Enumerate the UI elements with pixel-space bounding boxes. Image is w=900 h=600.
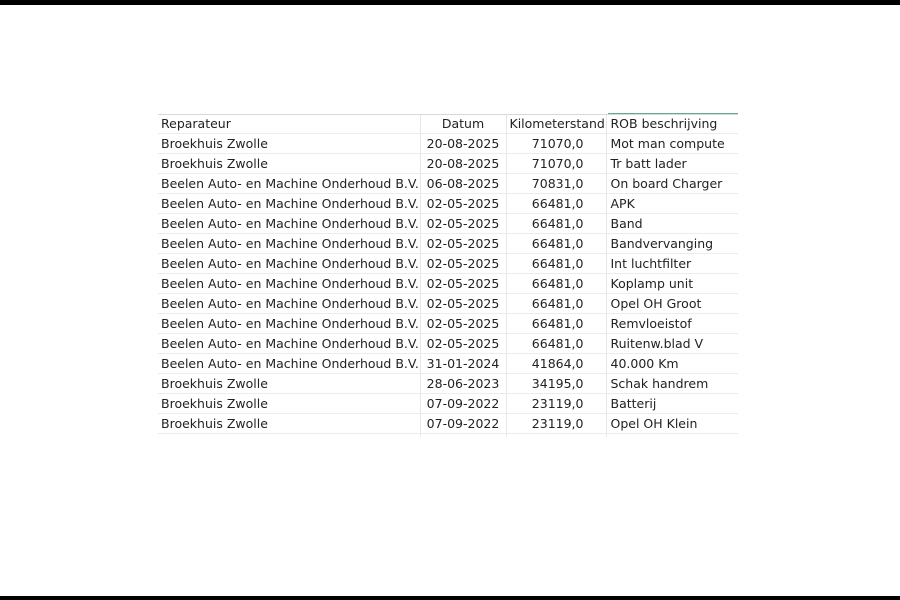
cell-kilometerstand: 66481,0 — [506, 214, 606, 234]
table-row — [158, 354, 738, 374]
cell-kilometerstand: 66481,0 — [506, 334, 606, 354]
header-reparateur: Reparateur — [158, 114, 420, 134]
sheet-top-gridline — [158, 114, 738, 115]
cell-rob-beschrijving: Koplamp unit — [606, 274, 738, 294]
cell-reparateur: Broekhuis Zwolle — [158, 154, 420, 174]
cell-datum: 02-05-2025 — [420, 194, 506, 214]
cell-kilometerstand: 41864,0 — [506, 354, 606, 374]
table-row — [158, 374, 738, 394]
cell-kilometerstand: 66481,0 — [506, 254, 606, 274]
table-row — [158, 314, 738, 334]
cell-datum: 28-06-2023 — [420, 374, 506, 394]
table-row — [158, 254, 738, 274]
table-row — [158, 274, 738, 294]
tail-cell — [420, 434, 506, 438]
cell-rob-beschrijving: On board Charger — [606, 174, 738, 194]
cell-reparateur: Beelen Auto- en Machine Onderhoud B.V. — [158, 314, 420, 334]
cell-datum: 20-08-2025 — [420, 154, 506, 174]
tail-cell — [506, 434, 606, 438]
cell-datum: 02-05-2025 — [420, 234, 506, 254]
cell-kilometerstand: 23119,0 — [506, 414, 606, 434]
table-row — [158, 154, 738, 174]
cell-reparateur: Beelen Auto- en Machine Onderhoud B.V. — [158, 294, 420, 314]
cell-reparateur: Beelen Auto- en Machine Onderhoud B.V. — [158, 334, 420, 354]
table-row — [158, 194, 738, 214]
cell-datum: 20-08-2025 — [420, 134, 506, 154]
cell-kilometerstand: 66481,0 — [506, 294, 606, 314]
cell-rob-beschrijving: Remvloeistof — [606, 314, 738, 334]
cell-rob-beschrijving: Schak handrem — [606, 374, 738, 394]
cell-kilometerstand: 66481,0 — [506, 274, 606, 294]
cell-reparateur: Beelen Auto- en Machine Onderhoud B.V. — [158, 254, 420, 274]
cell-reparateur: Beelen Auto- en Machine Onderhoud B.V. — [158, 234, 420, 254]
cell-rob-beschrijving: Ruitenw.blad V — [606, 334, 738, 354]
cell-kilometerstand: 71070,0 — [506, 154, 606, 174]
cell-reparateur: Beelen Auto- en Machine Onderhoud B.V. — [158, 174, 420, 194]
tail-cell — [606, 434, 738, 438]
cell-kilometerstand: 66481,0 — [506, 314, 606, 334]
cell-datum: 02-05-2025 — [420, 214, 506, 234]
cell-datum: 02-05-2025 — [420, 254, 506, 274]
cell-kilometerstand: 23119,0 — [506, 394, 606, 414]
cell-datum: 02-05-2025 — [420, 314, 506, 334]
cell-rob-beschrijving: Opel OH Klein — [606, 414, 738, 434]
tail-cell — [158, 434, 420, 438]
bottom-border — [0, 596, 900, 600]
cell-datum: 02-05-2025 — [420, 274, 506, 294]
header-kilometerstand: Kilometerstand — [506, 114, 606, 134]
cell-reparateur: Beelen Auto- en Machine Onderhoud B.V. — [158, 274, 420, 294]
spreadsheet-excerpt — [158, 114, 738, 437]
table-tail-row — [158, 434, 738, 438]
cell-rob-beschrijving: Bandvervanging — [606, 234, 738, 254]
table-row — [158, 234, 738, 254]
cell-rob-beschrijving: Opel OH Groot — [606, 294, 738, 314]
header-datum: Datum — [420, 114, 506, 134]
cell-datum: 07-09-2022 — [420, 394, 506, 414]
header-rob-beschrijving: ROB beschrijving — [606, 114, 738, 134]
cell-datum: 02-05-2025 — [420, 334, 506, 354]
cell-rob-beschrijving: 40.000 Km — [606, 354, 738, 374]
cell-kilometerstand: 66481,0 — [506, 194, 606, 214]
cell-kilometerstand: 71070,0 — [506, 134, 606, 154]
cell-reparateur: Broekhuis Zwolle — [158, 414, 420, 434]
table-body — [158, 134, 738, 438]
cell-reparateur: Broekhuis Zwolle — [158, 134, 420, 154]
cell-rob-beschrijving: Band — [606, 214, 738, 234]
table-row — [158, 414, 738, 434]
table-row — [158, 394, 738, 414]
cell-datum: 02-05-2025 — [420, 294, 506, 314]
table-row — [158, 214, 738, 234]
cell-kilometerstand: 70831,0 — [506, 174, 606, 194]
header-row — [158, 114, 738, 134]
cell-reparateur: Broekhuis Zwolle — [158, 394, 420, 414]
cell-datum: 07-09-2022 — [420, 414, 506, 434]
cell-rob-beschrijving: Tr batt lader — [606, 154, 738, 174]
table-row — [158, 334, 738, 354]
header-accent-line — [608, 113, 738, 114]
table-row — [158, 174, 738, 194]
cell-rob-beschrijving: Int luchtfilter — [606, 254, 738, 274]
cell-rob-beschrijving: Mot man compute — [606, 134, 738, 154]
repair-history-table — [158, 114, 738, 437]
cell-rob-beschrijving: APK — [606, 194, 738, 214]
cell-reparateur: Beelen Auto- en Machine Onderhoud B.V. — [158, 354, 420, 374]
cell-kilometerstand: 34195,0 — [506, 374, 606, 394]
table-row — [158, 294, 738, 314]
cell-datum: 31-01-2024 — [420, 354, 506, 374]
cell-reparateur: Beelen Auto- en Machine Onderhoud B.V. — [158, 214, 420, 234]
cell-reparateur: Broekhuis Zwolle — [158, 374, 420, 394]
top-border — [0, 0, 900, 5]
table-row — [158, 134, 738, 154]
cell-reparateur: Beelen Auto- en Machine Onderhoud B.V. — [158, 194, 420, 214]
cell-datum: 06-08-2025 — [420, 174, 506, 194]
cell-rob-beschrijving: Batterij — [606, 394, 738, 414]
cell-kilometerstand: 66481,0 — [506, 234, 606, 254]
